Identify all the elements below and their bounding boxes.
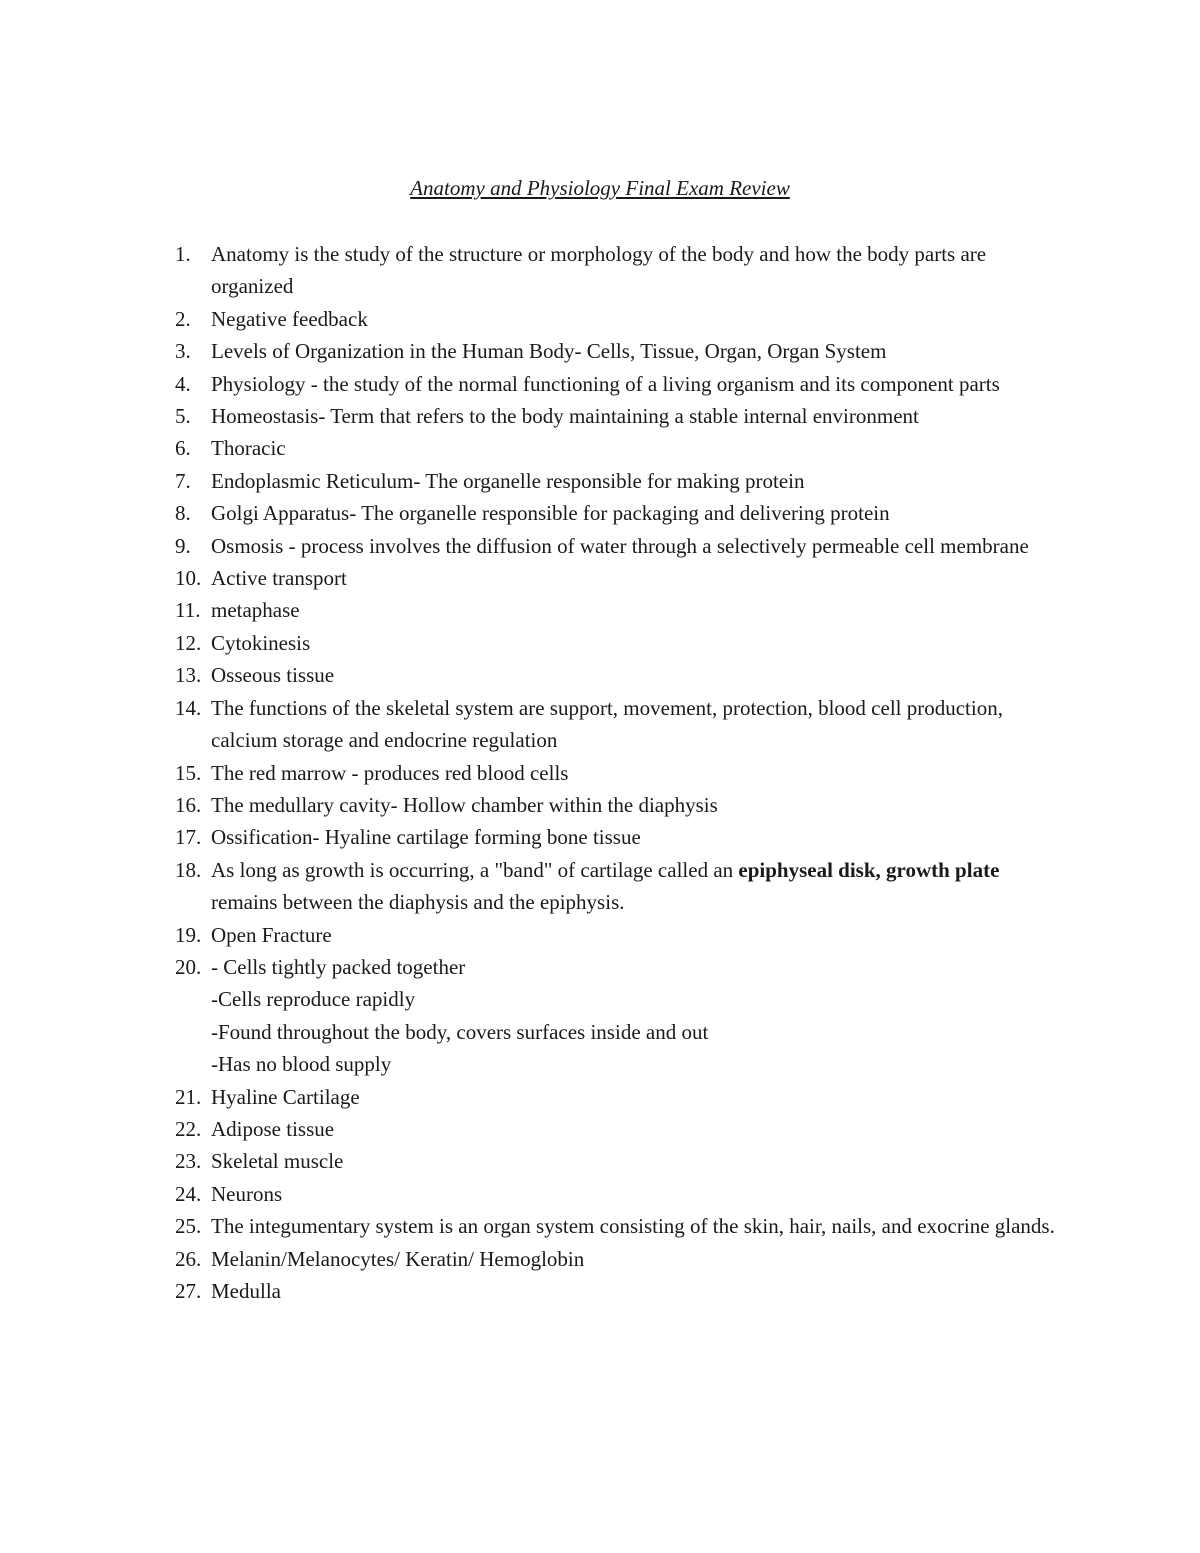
item-number: 24. <box>175 1181 202 1206</box>
item-number: 25. <box>175 1214 202 1239</box>
page-title: Anatomy and Physiology Final Exam Review <box>410 176 790 200</box>
item-number: 8. <box>175 501 191 526</box>
item-text: Ossification- Hyaline cartilage forming bone tissue <box>211 825 641 850</box>
item-number: 10. <box>175 566 202 591</box>
item-text: The functions of the skeletal system are support, movement, protection, blood cell production, calcium storage and endocrine regulation <box>211 695 1003 753</box>
item-text: Anatomy is the study of the structure or morphology of the body and how the body parts are organized <box>211 242 987 299</box>
item-text: Osmosis - process involves the diffusion of water through a selectively permeable cell membrane <box>211 533 1029 558</box>
item-text: Cytokinesis <box>211 630 311 655</box>
item-subline: -Cells reproduce rapidly <box>211 987 416 1012</box>
item-text <box>211 854 1060 919</box>
list-item <box>160 692 1060 757</box>
item-text: Skeletal muscle <box>211 1149 344 1174</box>
list-item <box>160 1243 1060 1275</box>
item-number: 23. <box>175 1149 202 1174</box>
list-item <box>160 497 1060 529</box>
list-item <box>160 627 1060 659</box>
item-number: 21. <box>175 1084 202 1109</box>
list-item <box>160 335 1060 367</box>
item-text: The red marrow - produces red blood cells <box>211 760 569 785</box>
item-number: 26. <box>175 1246 202 1271</box>
item-number: 18. <box>175 857 202 882</box>
item-text-bold: epiphyseal disk, growth plate <box>738 857 1000 882</box>
item-number: 27. <box>175 1279 202 1303</box>
list-item <box>160 465 1060 497</box>
item-number: 9. <box>175 533 191 558</box>
list-item <box>160 238 1060 303</box>
item-text: The medullary cavity- Hollow chamber within the diaphysis <box>211 792 718 817</box>
list-item <box>160 659 1060 691</box>
item-number: 7. <box>175 468 191 493</box>
item-subline: -Has no blood supply <box>211 1052 392 1077</box>
item-text: Thoracic <box>211 436 286 461</box>
list-item <box>160 368 1060 400</box>
list-item <box>160 1081 1060 1113</box>
item-text: metaphase <box>211 598 300 623</box>
item-text-after: remains between the diaphysis and the epiphysis. <box>211 890 625 915</box>
item-number: 17. <box>175 825 202 850</box>
item-text: Golgi Apparatus- The organelle responsible for packaging and delivering protein <box>211 501 890 526</box>
list-item <box>160 1178 1060 1210</box>
list-item <box>160 951 1060 1081</box>
item-text <box>211 951 1060 1081</box>
item-text: Active transport <box>211 566 347 591</box>
item-number: 11. <box>175 598 201 623</box>
item-number: 16. <box>175 792 202 817</box>
item-text: Open Fracture <box>211 922 332 947</box>
item-number: 1. <box>175 242 191 266</box>
item-text: Melanin/Melanocytes/ Keratin/ Hemoglobin <box>211 1246 585 1271</box>
item-number: 6. <box>175 436 191 461</box>
list-item <box>160 594 1060 626</box>
item-text-before: As long as growth is occurring, a "band" of cartilage called an <box>211 857 739 882</box>
list-item <box>160 1113 1060 1145</box>
item-text: Negative feedback <box>211 306 368 331</box>
list-item <box>160 789 1060 821</box>
list-item <box>160 1275 1060 1307</box>
list-item <box>160 854 1060 919</box>
list-item <box>160 1210 1060 1242</box>
list-item <box>160 562 1060 594</box>
item-number: 3. <box>175 339 191 364</box>
list-item <box>160 757 1060 789</box>
item-number: 2. <box>175 306 191 331</box>
item-text: Levels of Organization in the Human Body- Cells, Tissue, Organ, Organ System <box>211 339 887 364</box>
item-text: Medulla <box>211 1279 281 1303</box>
item-number: 15. <box>175 760 202 785</box>
list-item <box>160 303 1060 335</box>
item-number: 13. <box>175 663 202 688</box>
list-item <box>160 530 1060 562</box>
item-text: Physiology - the study of the normal functioning of a living organism and its component parts <box>211 371 1000 396</box>
item-text: Neurons <box>211 1181 283 1206</box>
item-subline: -Found throughout the body, covers surfaces inside and out <box>211 1019 709 1044</box>
item-subline: - Cells tightly packed together <box>211 954 466 979</box>
item-number: 22. <box>175 1116 202 1141</box>
item-number: 19. <box>175 922 202 947</box>
list-item <box>160 1145 1060 1177</box>
item-text: Endoplasmic Reticulum- The organelle responsible for making protein <box>211 468 805 493</box>
item-text: Homeostasis- Term that refers to the body maintaining a stable internal environment <box>211 404 919 429</box>
item-number: 4. <box>175 371 191 396</box>
list-item <box>160 919 1060 951</box>
item-number: 14. <box>175 695 202 720</box>
item-text: Osseous tissue <box>211 663 335 688</box>
list-item <box>160 400 1060 432</box>
item-number: 20. <box>175 954 202 979</box>
list-item <box>160 821 1060 853</box>
review-list <box>160 238 1060 1307</box>
item-number: 5. <box>175 404 191 429</box>
item-text: The integumentary system is an organ system consisting of the skin, hair, nails, and exocrine glands. <box>211 1214 1055 1239</box>
item-text: Hyaline Cartilage <box>211 1084 360 1109</box>
item-text: Adipose tissue <box>211 1116 335 1141</box>
list-item <box>160 432 1060 464</box>
item-number: 12. <box>175 630 202 655</box>
